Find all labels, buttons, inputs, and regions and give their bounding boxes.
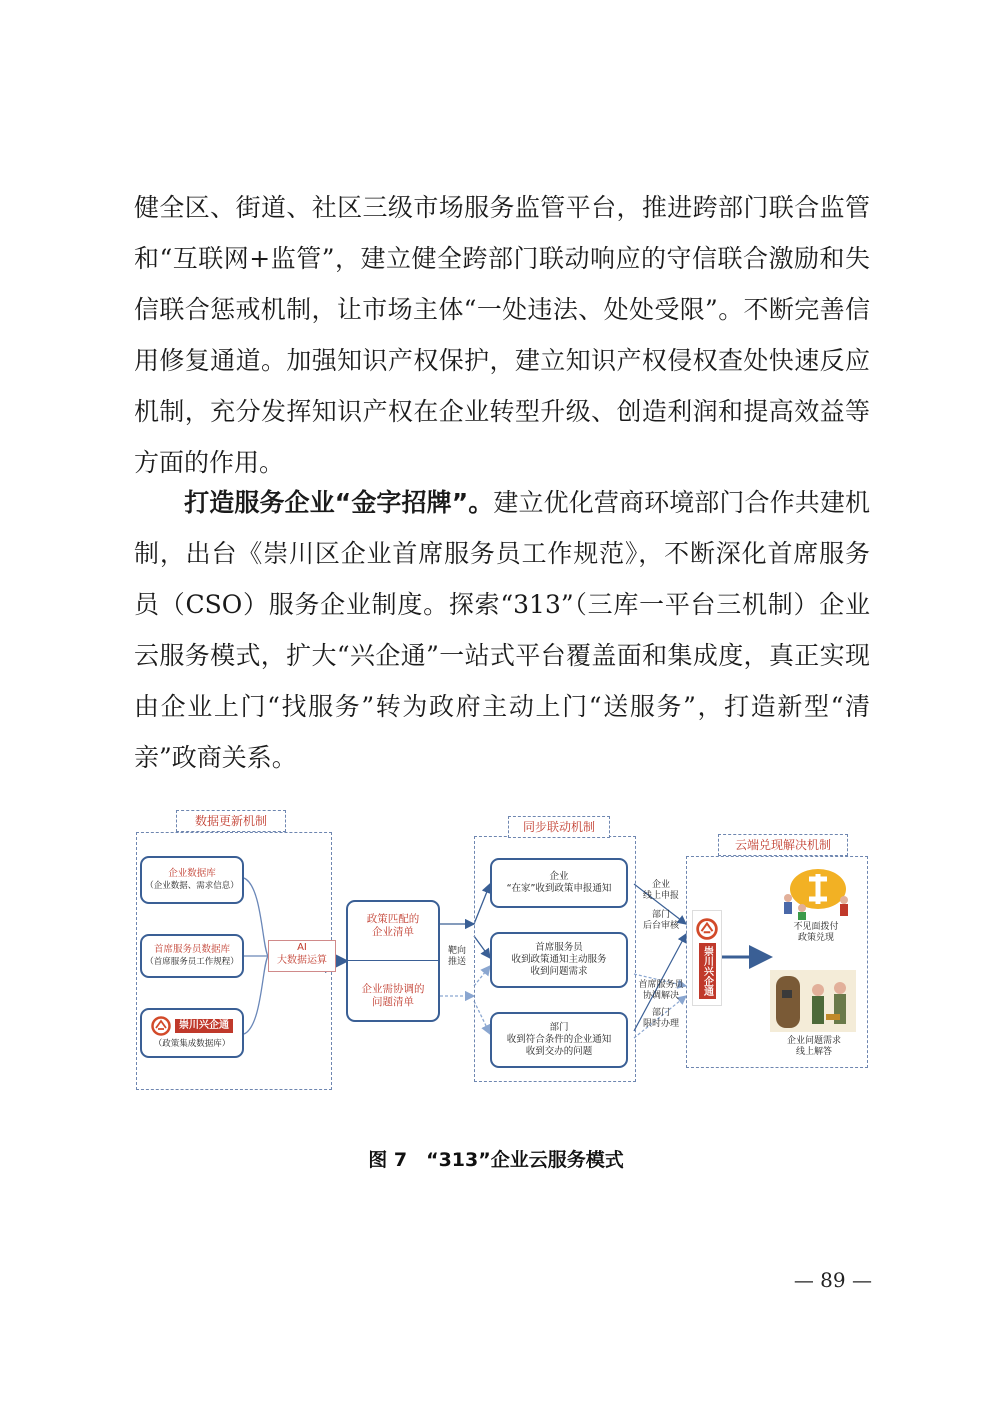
enterprise-notice-box: 企业 “在家”收到政策申报通知 — [490, 858, 628, 908]
db1-title: 企业数据库 — [168, 868, 216, 879]
section-title-sync: 同步联动机制 — [508, 816, 610, 838]
enterprise-database-box — [140, 856, 244, 904]
db3-subtitle: （政策集成数据库） — [153, 1039, 231, 1049]
policy-match-list: 政策匹配的 企业清单 — [366, 912, 420, 938]
xingqitong-logo-small — [142, 1016, 242, 1036]
service-model-diagram — [134, 806, 870, 1092]
ai-label: AI — [297, 942, 307, 953]
subsidy-coin-illustration — [774, 862, 856, 920]
online-answer-illustration — [770, 970, 856, 1032]
paragraph-text: 建立优化营商环境部门合作共建机制，出台《崇川区企业首席服务员工作规范》，不断深化首席服务员（CSO）服务企业制度。探索“313”（三库一平台三机制）企业云服务模式，扩大“兴企通”一站式平台覆盖面和集成度，真正实现由企业上门“找服务”转为政府主动上门“送服务”，打造新型“清亲”政商关系。 — [134, 488, 870, 772]
online-declare-label: 企业 线上申报 — [642, 880, 679, 901]
time-limit-label: 部门 限时办理 — [642, 1008, 679, 1029]
xingqitong-logo-icon — [151, 1016, 171, 1036]
xingqitong-logo-icon — [696, 918, 718, 940]
body-paragraph-2 — [134, 477, 870, 783]
page-number: — 89 — — [793, 1268, 872, 1292]
section-title-cloud: 云端兑现解决机制 — [718, 834, 848, 856]
cso-coordinate-label: 首席服务员 协调解决 — [638, 980, 684, 1001]
problem-list: 企业需协调的 问题清单 — [361, 983, 425, 1009]
policy-database-box — [140, 1008, 244, 1058]
paragraph-bold-lead: 打造服务企业“金字招牌”。 — [184, 488, 494, 517]
db1-subtitle: （企业数据、需求信息） — [145, 881, 239, 891]
targeted-push-label: 靶向 推送 — [447, 946, 466, 967]
big-data-label: 大数据运算 — [277, 955, 327, 966]
db3-logo-text: 崇川兴企通 — [175, 1019, 233, 1033]
cso-service-box: 首席服务员 收到政策通知主动服务 收到问题需求 — [490, 932, 628, 988]
db2-subtitle: （首席服务员工作规程） — [145, 957, 239, 967]
xingqitong-platform-logo — [692, 910, 722, 1006]
body-paragraph-1: 健全区、街道、社区三级市场服务监管平台，推进跨部门联合监管和“互联网+监管”，建立健全跨部门联动响应的守信联合激励和失信联合惩戒机制，让市场主体“一处违法、处处受限”。不断完善信用修复通道。加强知识产权保护，建立知识产权侵权查处快速反应机制，充分发挥知识产权在企业转型升级、创造利润和提高效益等方面的作用。 — [134, 193, 870, 477]
result-online-answer-label: 企业问题需求 线上解答 — [786, 1036, 841, 1057]
cso-database-box — [140, 934, 244, 978]
department-notice-box: 部门 收到符合条件的企业通知 收到交办的问题 — [490, 1012, 628, 1068]
result-subsidy-label: 不见面拨付 政策兑现 — [793, 922, 839, 943]
platform-logo-text: 崇川兴企通 — [699, 943, 716, 999]
ai-big-data-box — [268, 940, 336, 972]
figure-caption: 图 7 “313”企业云服务模式 — [368, 1149, 624, 1171]
db2-title: 首席服务员数据库 — [153, 944, 230, 955]
backend-review-label: 部门 后台审核 — [642, 910, 679, 931]
lists-box — [346, 900, 440, 1022]
section-title-data-update: 数据更新机制 — [176, 810, 286, 832]
